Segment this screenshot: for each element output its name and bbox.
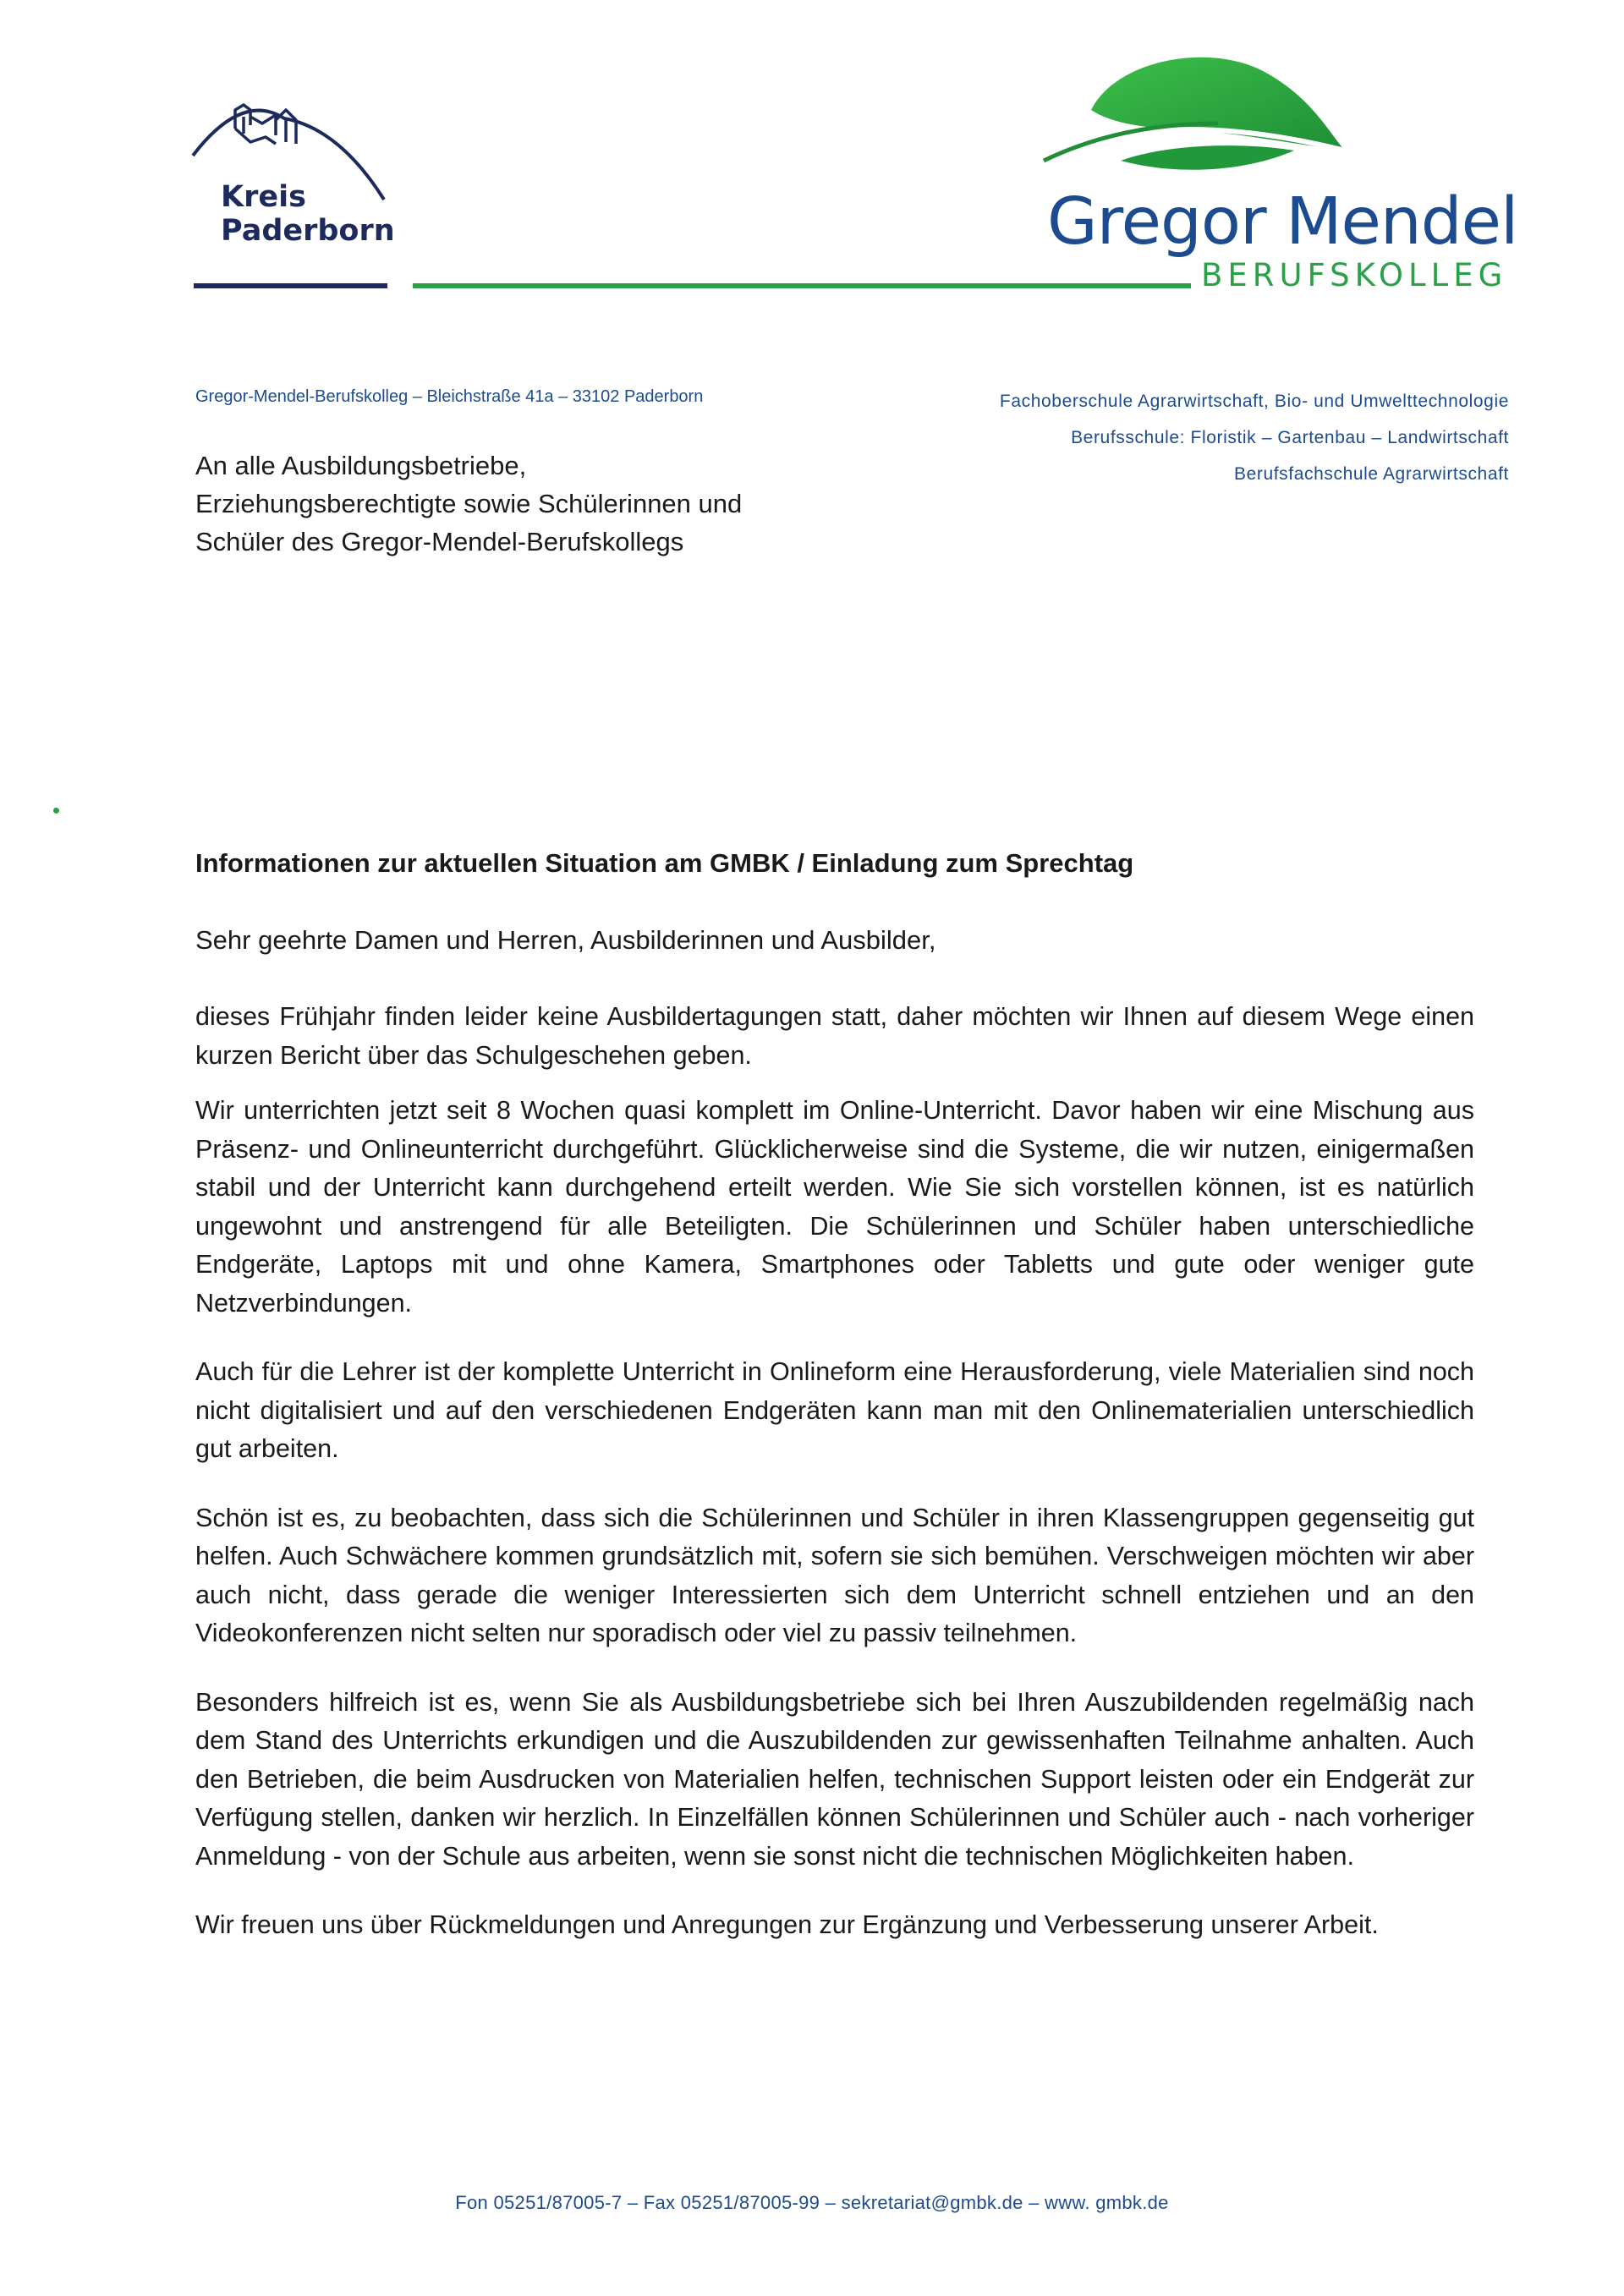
- header-green-rule: [413, 283, 1191, 288]
- school-type-line: Berufsschule: Floristik – Gartenbau – Landwirtschaft: [1071, 428, 1509, 447]
- fold-mark-dot: [53, 808, 59, 814]
- contact-footer: Fon 05251/87005-7 – Fax 05251/87005-99 – sekretariat@gmbk.de – www. gmbk.de: [455, 2192, 1169, 2213]
- recipient-line: Schüler des Gregor-Mendel-Berufskollegs: [195, 527, 684, 556]
- letter-salutation: Sehr geehrte Damen und Herren, Ausbilderinnen und Ausbilder,: [195, 925, 936, 955]
- kreis-wordmark-line2: Paderborn: [221, 214, 395, 248]
- recipient-line: Erziehungsberechtigte sowie Schülerinnen und: [195, 489, 743, 518]
- kreis-paderborn-wordmark: [221, 180, 395, 248]
- school-types-list: [1000, 383, 1509, 492]
- sender-address-line: Gregor-Mendel-Berufskolleg – Bleichstraße 41a – 33102 Paderborn: [195, 387, 704, 406]
- kreis-wordmark-line1: Kreis: [221, 180, 306, 214]
- body-paragraph: Wir unterrichten jetzt seit 8 Wochen quasi komplett im Online-Unterricht. Davor haben wir eine Mischung aus Präsenz- und Onlineunterricht durchgeführt. Glücklicherweise sind die Systeme, die wir nutzen, einigermaßen stabil und der Unterricht kann durchgehend erteilt werden. Wie Sie sich vorstellen können, ist es natürlich ungewohnt und anstrengend für alle Beteiligten. Die Schülerinnen und Schüler haben unterschiedliche Endgeräte, Laptops mit und ohne Kamera, Smartphones oder Tabletts und gute oder weniger gute Netzverbindungen.: [195, 1096, 1474, 1318]
- body-paragraph: dieses Frühjahr finden leider keine Ausbildertagungen statt, daher möchten wir Ihnen auf diesem Wege einen kurzen Bericht über das Schulgeschehen geben.: [195, 1002, 1474, 1070]
- gregor-mendel-wordmark: Gregor Mendel: [1047, 184, 1518, 260]
- body-paragraph: Schön ist es, zu beobachten, dass sich die Schülerinnen und Schüler in ihren Klassengruppen gegenseitig gut helfen. Auch Schwächere kommen grundsätzlich mit, sofern sie sich bemühen. Verschweigen möchten wir aber auch nicht, dass gerade die weniger Interessierten sich dem Unterricht schnell entziehen und an den Videokonferenzen nicht selten nur sporadisch oder viel zu passiv teilnehmen.: [195, 1503, 1474, 1647]
- letter-subject: Informationen zur aktuellen Situation am GMBK / Einladung zum Sprechtag: [195, 848, 1134, 878]
- gregor-mendel-leaf-logo: [1040, 51, 1353, 182]
- school-type-line: Berufsfachschule Agrarwirtschaft: [1233, 464, 1509, 484]
- recipient-line: An alle Ausbildungsbetriebe,: [195, 451, 527, 480]
- recipient-address: [195, 447, 742, 561]
- body-paragraph: Besonders hilfreich ist es, wenn Sie als Ausbildungsbetriebe sich bei Ihren Auszubildenden regelmäßig nach dem Stand des Unterrichts erkundigen und die Auszubildenden zur gewissenhaften Teilnahme anhalten. Auch den Betrieben, die beim Ausdrucken von Materialien helfen, technischen Support leisten oder ein Endgerät zur Verfügung stellen, danken wir herzlich. In Einzelfällen können Schülerinnen und Schüler auch - nach vorheriger Anmeldung - von der Schule aus arbeiten, wenn sie sonst nicht die technischen Möglichkeiten haben.: [195, 1687, 1474, 1871]
- body-paragraph: Wir freuen uns über Rückmeldungen und Anregungen zur Ergänzung und Verbesserung unserer Arbeit.: [195, 1910, 1379, 1939]
- kreis-underline-rule: [194, 283, 387, 288]
- letter-body: [195, 998, 1474, 1975]
- body-paragraph: Auch für die Lehrer ist der komplette Unterricht in Onlineform eine Herausforderung, viele Materialien sind noch nicht digitalisiert und auf den verschiedenen Endgeräten kann man mit den Onlinematerialien unterschiedlich gut arbeiten.: [195, 1357, 1474, 1463]
- berufskolleg-wordmark: BERUFSKOLLEG: [1201, 257, 1508, 293]
- school-type-line: Fachoberschule Agrarwirtschaft, Bio- und Umwelttechnologie: [999, 392, 1509, 411]
